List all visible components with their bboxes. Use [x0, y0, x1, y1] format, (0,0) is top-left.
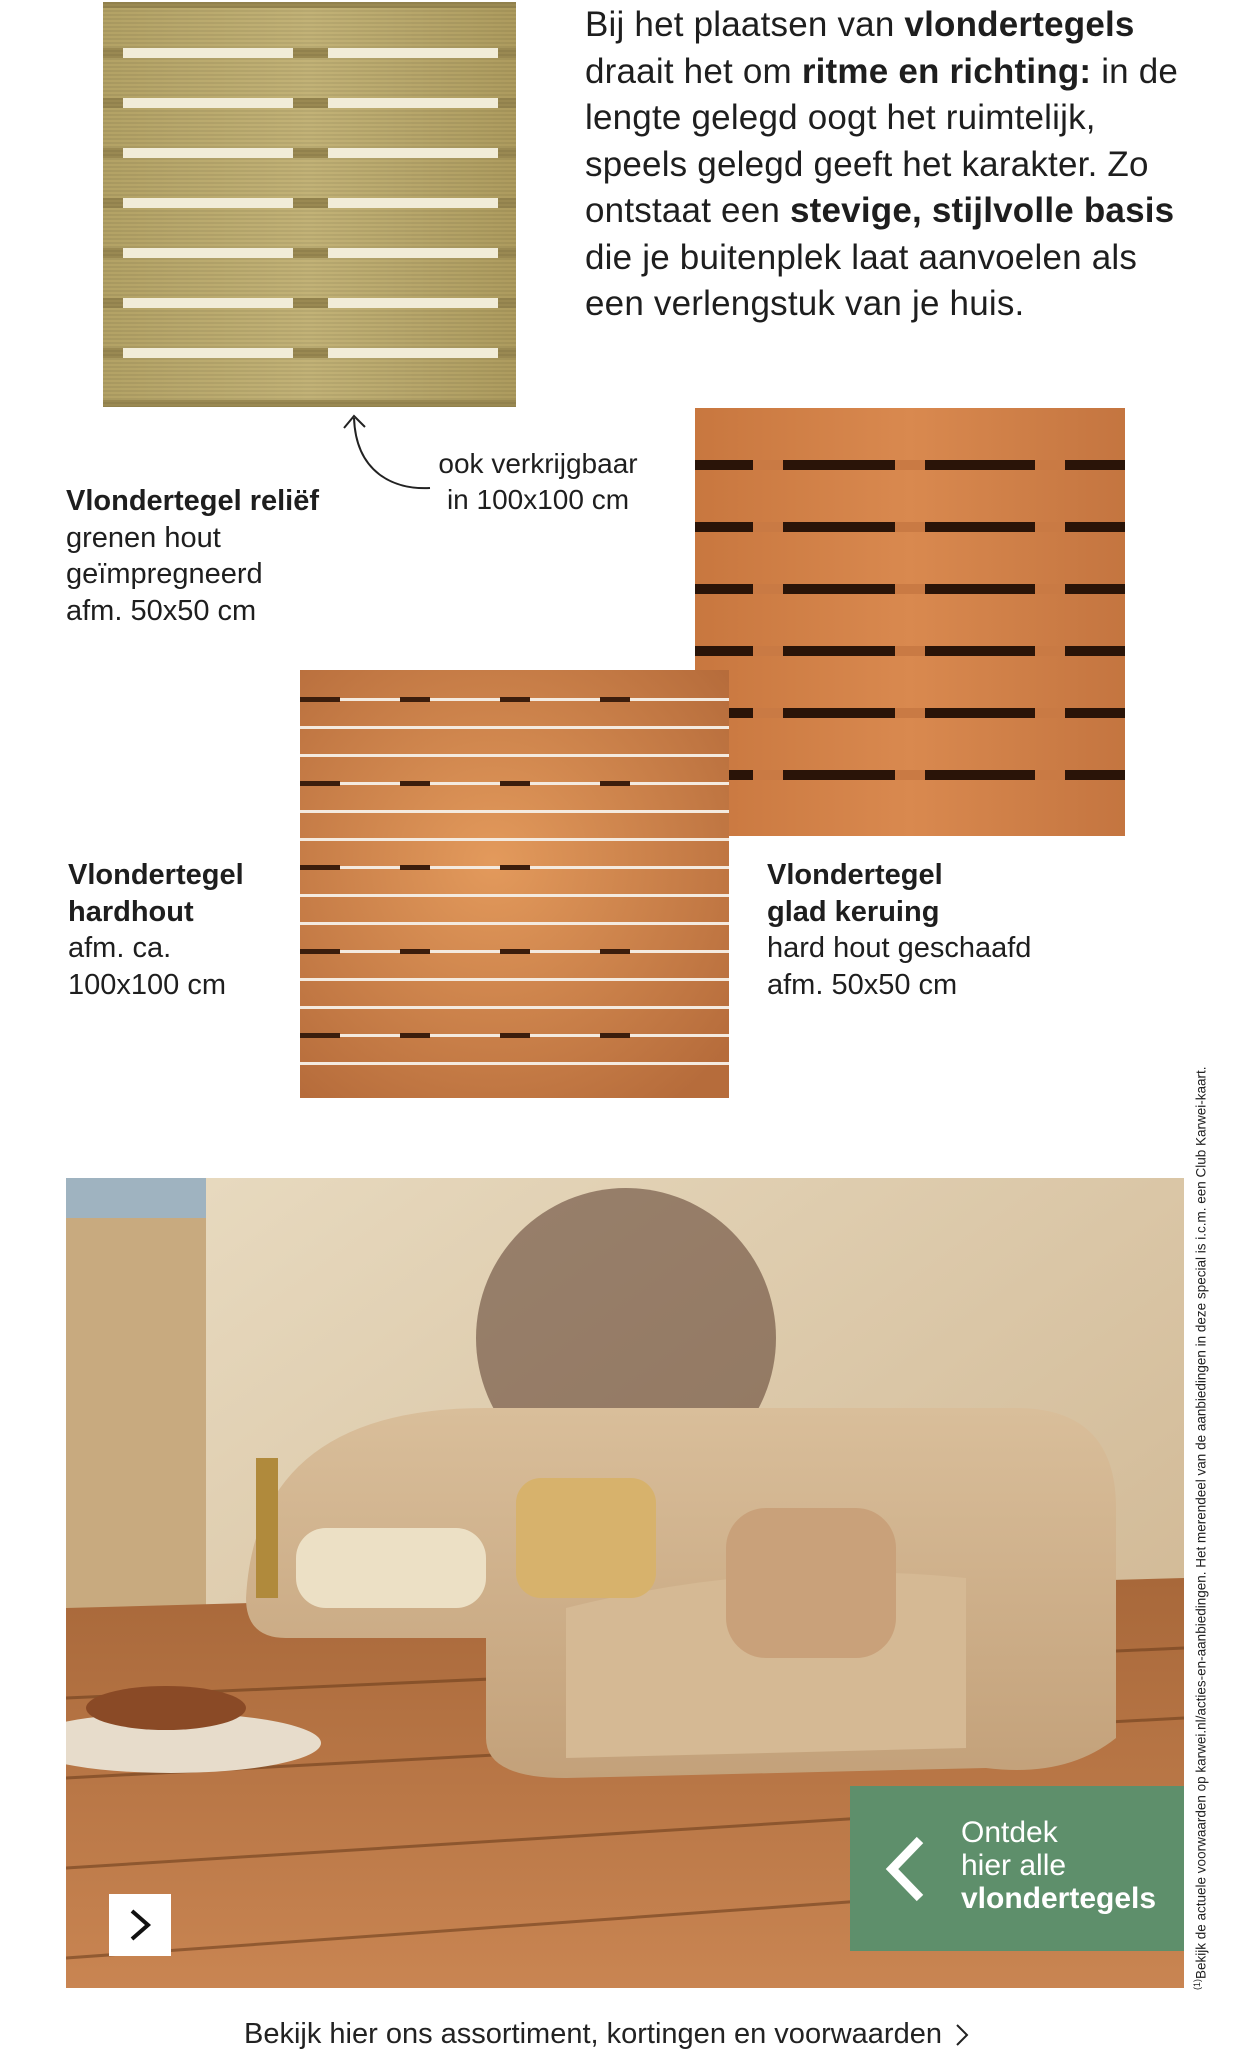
intro-bold-1: vlondertegels [904, 5, 1135, 44]
chevron-right-icon [127, 1908, 153, 1942]
intro-bold-2: ritme en richting: [801, 51, 1092, 91]
intro-bold-3: stevige, stijlvolle basis [789, 191, 1175, 230]
cta-line-1: Ontdek [961, 1816, 1058, 1849]
chevron-left-icon [880, 1834, 930, 1904]
product-label-keruing: Vlondertegel glad keruing hard hout geschaafd afm. 50x50 cm [767, 859, 1032, 1001]
product-name: Vlondertegel reliëf [66, 485, 320, 517]
cta-line-3: vlondertegels [961, 1882, 1157, 1915]
hardwood-tile-image [300, 670, 729, 1098]
product-label-relief: Vlondertegel reliëf grenen hout geïmpregneerd afm. 50x50 cm [66, 485, 320, 627]
pine-relief-tile-image [103, 2, 516, 407]
assortment-link-text: Bekijk hier ons assortiment, kortingen en voorwaarden [244, 2018, 942, 2050]
curved-arrow-icon [338, 410, 434, 490]
discover-tiles-cta[interactable] [850, 1786, 1184, 1951]
chevron-right-icon [954, 2023, 970, 2047]
keruing-tile-image [695, 408, 1125, 836]
cta-line-2: hier alle [961, 1849, 1067, 1882]
availability-note: ook verkrijgbaar in 100x100 cm [438, 448, 638, 515]
next-button[interactable] [109, 1894, 171, 1956]
intro-paragraph: Bij het plaatsen van vlondertegels draait het om ritme en richting: in de lengte gelegd oogt het ruimtelijk, speels gelegd geeft het karakter. Zo ontstaat een stevige, stijlvolle basis die je buitenplek laat aanvoelen als een verlengstuk van je huis. [585, 5, 1179, 323]
assortment-link[interactable] [244, 2018, 970, 2051]
product-label-hardwood: Vlondertegel hardhout afm. ca. 100x100 cm [68, 859, 244, 1001]
disclaimer-text: $^{(1)}$Bekijk de actuele voorwaarden op karwei.nl/acties-en-aanbiedingen. Het merendeel van de aanbiedingen in deze special is i.c.m. een Club Karwei-kaart. [1192, 1066, 1209, 1990]
